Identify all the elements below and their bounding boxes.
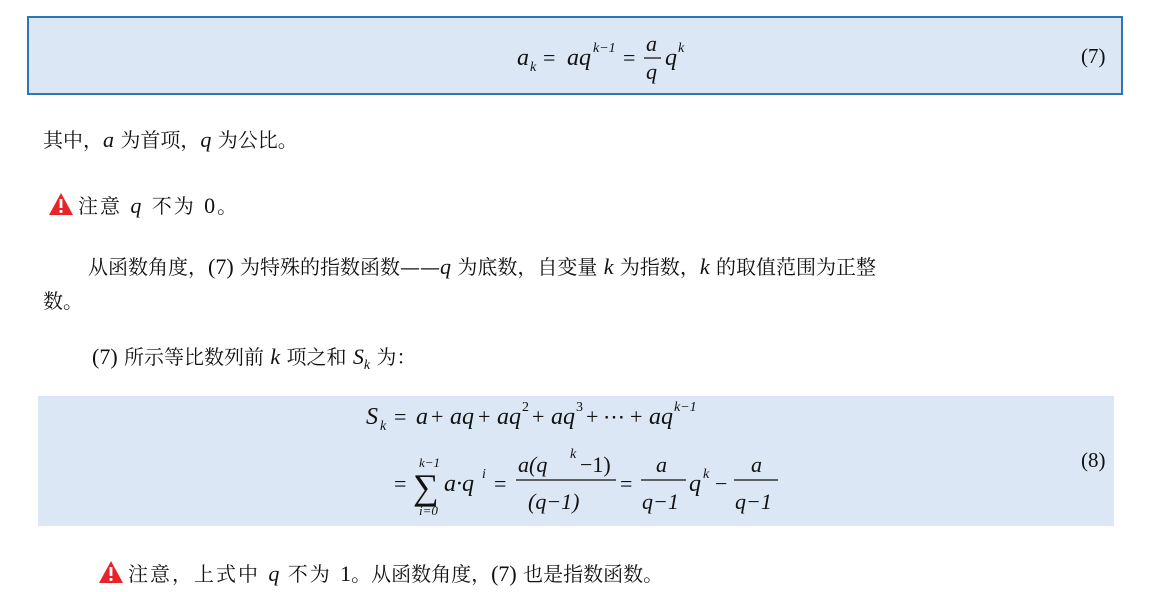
eq8-plus-4: + (586, 404, 599, 429)
eq8-frac1-den: (q−1) (528, 489, 580, 514)
eq7-term1: aq (567, 45, 591, 71)
eq8-frac2-tail-exp: k (703, 467, 710, 482)
eq7-equals-2: = (623, 45, 636, 70)
note-q-not-one: 注意，上式中 q 不为 1。从函数角度，(7) 也是指数函数。 (98, 558, 663, 587)
equation-8-box (38, 396, 1114, 526)
note-q-nonzero: 注意 q 不为 0。 (48, 190, 239, 219)
eq8-frac2-tail: q (689, 471, 701, 497)
eq8-frac1-num: a(q (518, 452, 548, 477)
eq8-t2: aq (450, 404, 474, 430)
eq8-t3-exp: 2 (522, 400, 529, 415)
eq7-equals: = (543, 45, 556, 70)
eq8-t3: aq (497, 404, 521, 430)
eq8-term: a·q (444, 471, 474, 497)
eq8-sum-symbol: ∑ (413, 467, 439, 507)
eq8-t5-exp: k−1 (674, 400, 697, 415)
eq7-term2-exp: k (678, 41, 685, 56)
paragraph-function-view: 从函数角度，(7) 为特殊的指数函数——q 为底数，自变量 k 为指数，k 的取值范围为正整 (88, 254, 876, 279)
eq7-lhs-sub: k (530, 60, 537, 75)
eq8-term-exp: i (482, 467, 486, 482)
eq7-frac-num: a (646, 31, 657, 56)
eq8-sum-top: k−1 (419, 455, 441, 470)
eq7-lhs: a (517, 45, 529, 71)
eq8-equals-3: = (494, 471, 507, 496)
equation-8-number: (8) (1081, 448, 1106, 472)
eq8-frac1-num-tail: −1) (580, 452, 611, 477)
eq8-equals-2: = (394, 471, 407, 496)
eq7-frac-den: q (646, 59, 657, 84)
equation-7 (489, 26, 709, 88)
eq7-term1-exp: k−1 (593, 41, 616, 56)
eq8-sum-bottom: i=0 (419, 503, 438, 518)
warning-icon (48, 192, 74, 216)
eq8-plus-5: + (630, 404, 643, 429)
equation-7-box (27, 16, 1123, 95)
eq8-minus: − (715, 471, 728, 496)
paragraph-definition: 其中，a 为首项，q 为公比。 (43, 127, 298, 152)
paragraph-function-view-cont: 数。 (43, 289, 83, 313)
eq8-t4-exp: 3 (576, 400, 583, 415)
eq8-equals-4: = (620, 471, 633, 496)
eq8-frac2-den: q−1 (642, 489, 679, 514)
eq8-frac3-den: q−1 (735, 489, 772, 514)
eq8-frac1-num-exp: k (570, 447, 577, 462)
eq8-lhs-sub: k (380, 419, 387, 434)
eq8-plus-3: + (532, 404, 545, 429)
eq8-plus-1: + (431, 404, 444, 429)
eq8-equals-1: = (394, 404, 407, 429)
eq8-t1: a (416, 404, 428, 430)
eq8-plus-2: + (478, 404, 491, 429)
eq7-term2: q (665, 45, 677, 71)
warning-icon (98, 560, 124, 584)
eq8-t5: aq (649, 404, 673, 430)
eq8-frac2-num: a (656, 452, 667, 477)
eq8-t4: aq (551, 404, 575, 430)
eq8-lhs: S (366, 404, 378, 430)
equation-8 (358, 396, 778, 526)
paragraph-sum-intro: (7) 所示等比数列前 k 项之和 $S_k$ 为： (92, 344, 417, 373)
equation-7-number: (7) (1081, 44, 1106, 68)
eq8-dots: ⋯ (603, 404, 625, 429)
eq8-frac3-num: a (751, 452, 762, 477)
